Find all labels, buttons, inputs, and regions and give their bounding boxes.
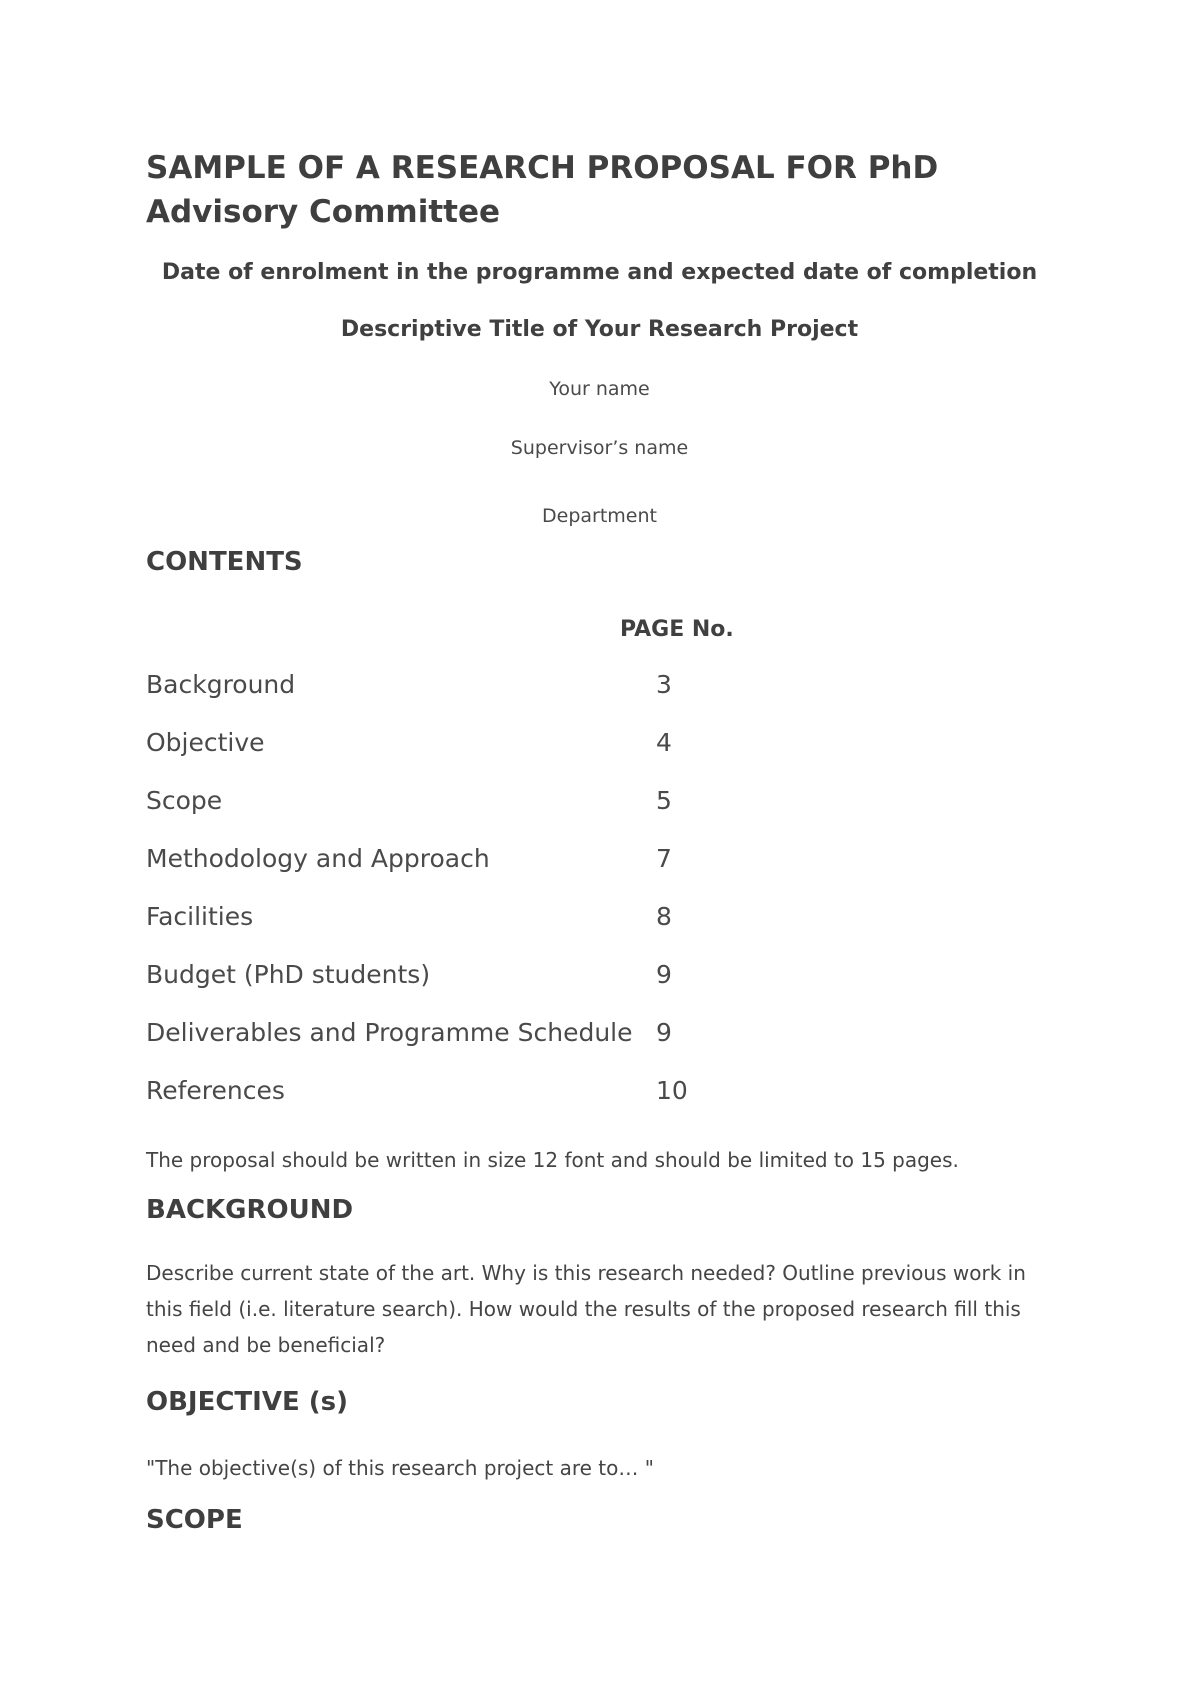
toc-entry-label: Deliverables and Programme Schedule (146, 1018, 633, 1047)
enrolment-line: Date of enrolment in the programme and expected date of completion (161, 260, 1038, 285)
document-title: SAMPLE OF A RESEARCH PROPOSAL FOR PhD Advisory Committee (146, 150, 939, 230)
toc-entry-page: 4 (656, 728, 672, 757)
toc-entry (146, 728, 846, 786)
background-text: Describe current state of the art. Why is this research needed? Outline previous work in this field (i.e. literature search). How would the results of the proposed research fill this need and be beneficial? (146, 1261, 1026, 1357)
toc-entry-label: Budget (PhD students) (146, 960, 431, 989)
toc-entry-page: 9 (656, 960, 672, 989)
scope-heading: SCOPE (146, 1505, 243, 1535)
toc-entry-label: Scope (146, 786, 223, 815)
department: Department (542, 505, 657, 527)
toc-entry-label: Methodology and Approach (146, 844, 490, 873)
background-heading: BACKGROUND (146, 1195, 354, 1225)
toc-entry (146, 902, 846, 960)
toc-entry-label: Facilities (146, 902, 254, 931)
toc-entry (146, 960, 846, 1018)
objective-heading: OBJECTIVE (s) (146, 1387, 349, 1417)
length-note: The proposal should be written in size 12 font and should be limited to 15 pages. (146, 1148, 959, 1172)
toc-entry-label: Background (146, 670, 296, 699)
toc-entry-page: 3 (656, 670, 672, 699)
your-name: Your name (549, 378, 650, 400)
page-number-header: PAGE No. (620, 617, 734, 642)
toc-entry-label: Objective (146, 728, 265, 757)
toc-entry-page: 7 (656, 844, 672, 873)
toc-entry (146, 1076, 846, 1134)
toc-entry-page: 8 (656, 902, 672, 931)
table-of-contents (146, 670, 846, 1134)
toc-entry-page: 10 (656, 1076, 688, 1105)
toc-entry (146, 844, 846, 902)
objective-text: "The objective(s) of this research project are to… " (146, 1456, 654, 1480)
toc-entry (146, 786, 846, 844)
toc-entry-label: References (146, 1076, 285, 1105)
toc-entry-page: 5 (656, 786, 672, 815)
contents-heading: CONTENTS (146, 547, 303, 577)
supervisor-name: Supervisor’s name (510, 437, 689, 459)
project-title: Descriptive Title of Your Research Project (340, 317, 859, 342)
toc-entry (146, 670, 846, 728)
toc-entry (146, 1018, 846, 1076)
toc-entry-page: 9 (656, 1018, 672, 1047)
